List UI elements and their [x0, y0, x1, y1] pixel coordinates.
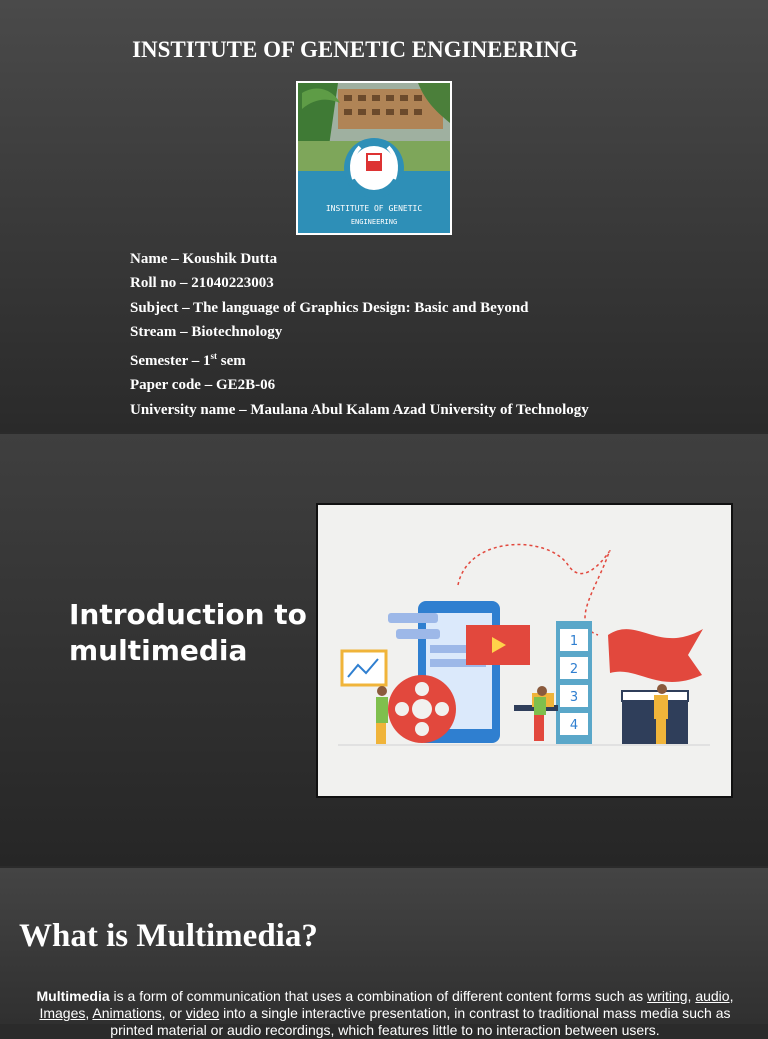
- info-name: Name – Koushik Dutta: [130, 251, 278, 267]
- link-images[interactable]: Images: [39, 1005, 86, 1021]
- link-writing[interactable]: writing: [647, 988, 688, 1004]
- heading-line-1: Introduction to: [69, 598, 307, 631]
- institute-logo-image: [296, 81, 452, 235]
- text-part-2: into a single interactive presentation, in contrast to traditional mass media such as printed material or audio recordings, which features little to no interaction between users.: [110, 1005, 731, 1038]
- student-info: [130, 247, 589, 422]
- info-roll: Roll no – 21040223003: [130, 275, 274, 292]
- film-number-1: 1: [569, 634, 579, 649]
- semester-prefix: Semester – 1: [130, 353, 211, 370]
- link-video[interactable]: video: [185, 1005, 220, 1021]
- heading-line-2: multimedia: [69, 634, 248, 667]
- info-semester: [130, 344, 589, 373]
- film-number-4: 4: [569, 718, 579, 733]
- info-subject: Subject – The language of Graphics Design: Basic and Beyond: [130, 299, 529, 316]
- slide3-heading: What is Multimedia?: [19, 918, 318, 954]
- sep: , or: [161, 1005, 186, 1021]
- sep: ,: [729, 988, 734, 1004]
- term-multimedia: Multimedia: [36, 988, 110, 1004]
- link-animations[interactable]: Animations: [92, 1005, 162, 1021]
- logo-text-1: INSTITUTE OF GENETIC: [325, 204, 423, 213]
- semester-suffix: sem: [217, 353, 246, 370]
- info-university: University name – Maulana Abul Kalam Azad University of Technology: [130, 401, 589, 418]
- definition-paragraph: [26, 988, 744, 1039]
- slide2-heading: [69, 597, 307, 669]
- chart-board: [342, 651, 386, 685]
- link-audio[interactable]: audio: [695, 988, 730, 1004]
- slide-title: [0, 0, 768, 432]
- multimedia-illustration: [316, 503, 733, 798]
- sep: ,: [85, 1005, 93, 1021]
- text-part-1: is a form of communication that uses a combination of different content forms such as: [109, 988, 648, 1004]
- film-number-2: 2: [569, 662, 579, 677]
- sep: ,: [687, 988, 696, 1004]
- slide1-heading: INSTITUTE OF GENETIC ENGINEERING: [132, 37, 578, 62]
- semester-sup: st: [210, 351, 218, 362]
- info-paper: Paper code – GE2B-06: [130, 377, 276, 394]
- film-number-3: 3: [569, 690, 579, 705]
- info-stream: Stream – Biotechnology: [130, 323, 283, 340]
- logo-text-2: ENGINEERING: [350, 218, 398, 226]
